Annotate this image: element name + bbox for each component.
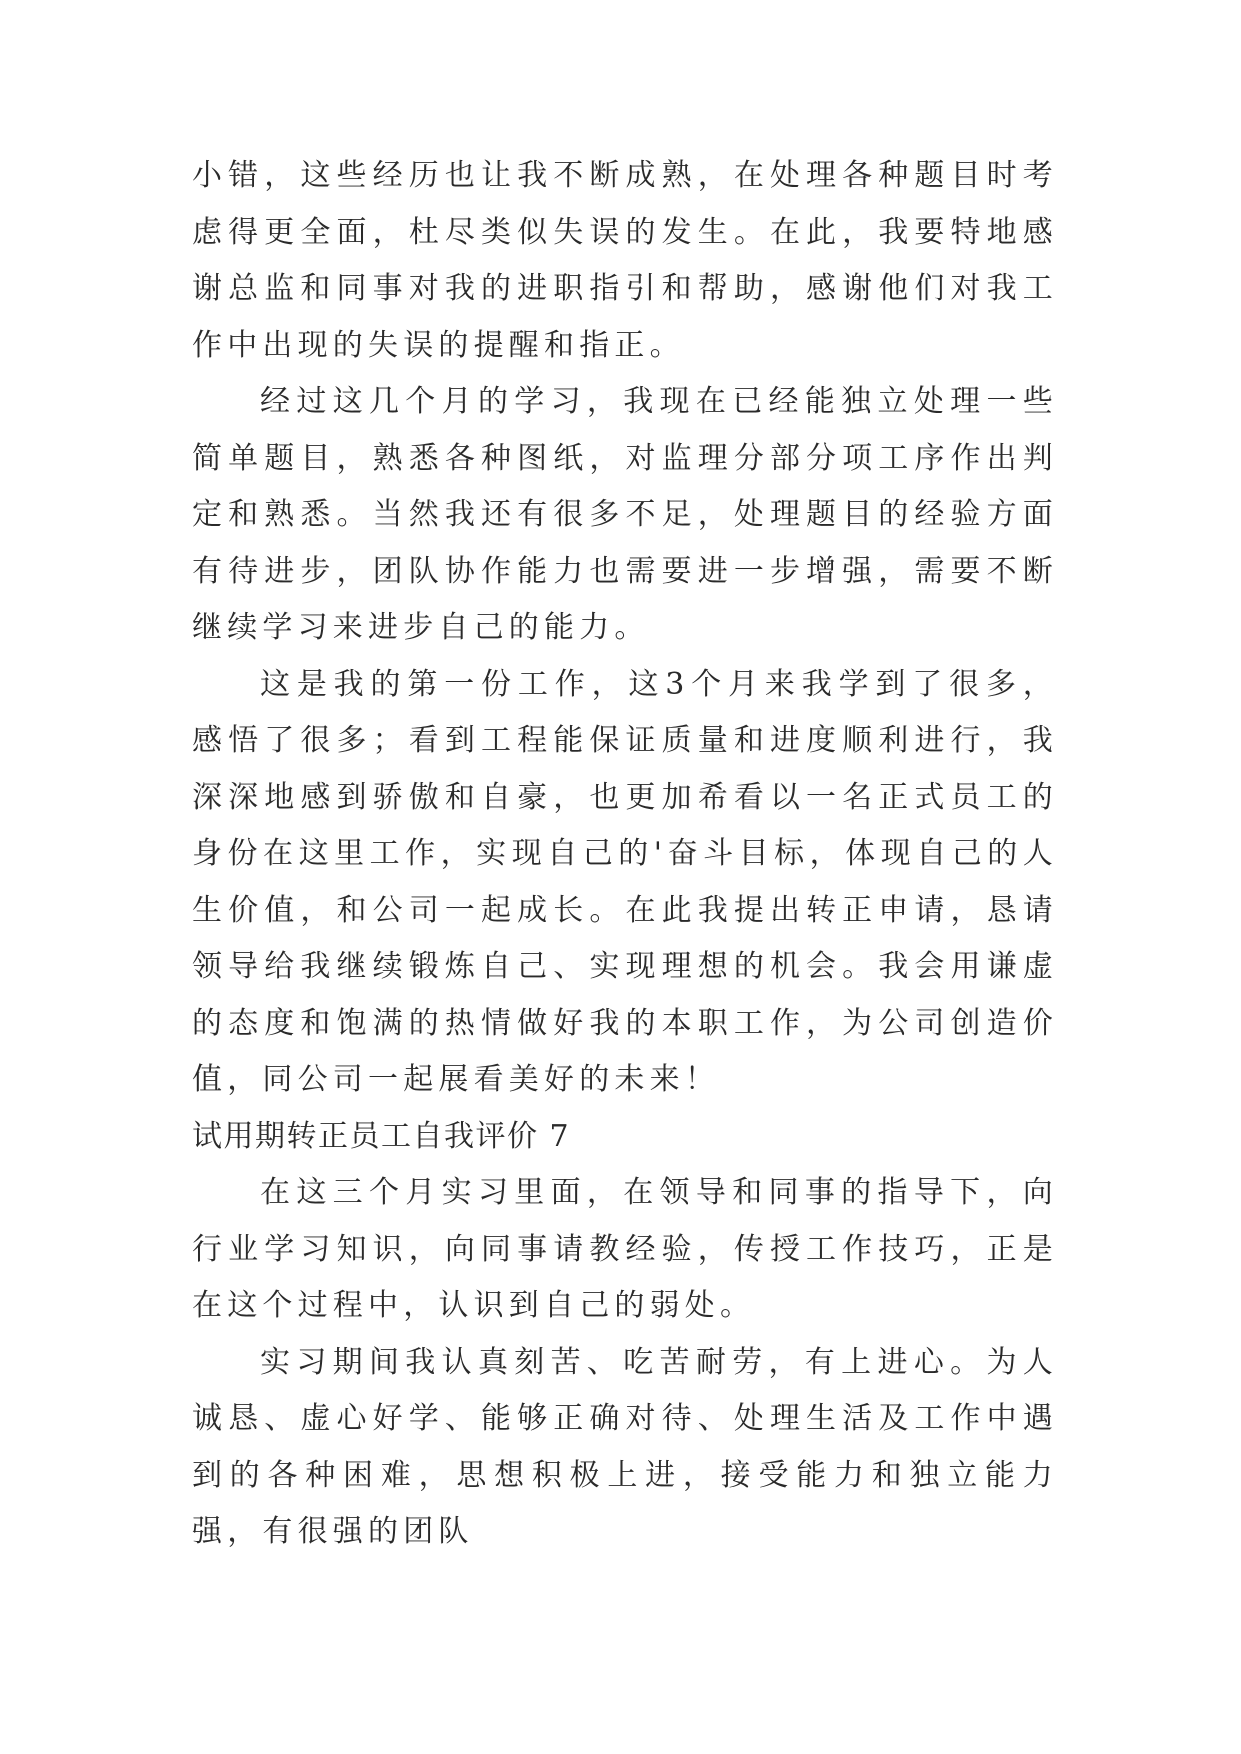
paragraph-continued: 小错，这些经历也让我不断成熟，在处理各种题目时考虑得更全面，杜尽类似失误的发生。在此，我要特地感谢总监和同事对我的进职指引和帮助，感谢他们对我工作中出现的失误的提醒和指正。: [192, 158, 1058, 363]
section-title: 试用期转正员工自我评价 7: [192, 1118, 571, 1154]
paragraph-first-job: 这是我的第一份工作，这3个月来我学到了很多，感悟了很多；看到工程能保证质量和进度顺利进行，我深深地感到骄傲和自豪，也更加希看以一名正式员工的身份在这里工作，实现自己的'奋斗目标，体现自己的人生价值，和公司一起成长。在此我提出转正申请，恳请领导给我继续锻炼自己、实现理想的机会。我会用谦虚的态度和饱满的热情做好我的本职工作，为公司创造价值，同公司一起展看美好的未来！: [192, 666, 1058, 1097]
paragraph-learning-progress: 经过这几个月的学习，我现在已经能独立处理一些简单题目，熟悉各种图纸，对监理分部分项工序作出判定和熟悉。当然我还有很多不足，处理题目的经验方面有待进步，团队协作能力也需要进一步增强，需要不断继续学习来进步自己的能力。: [192, 384, 1058, 645]
paragraph-internship-intro: 在这三个月实习里面，在领导和同事的指导下，向行业学习知识，向同事请教经验，传授工作技巧，正是在这个过程中，认识到自己的弱处。: [192, 1175, 1058, 1323]
paragraph-internship-attitude: 实习期间我认真刻苦、吃苦耐劳，有上进心。为人诚恳、虚心好学、能够正确对待、处理生活及工作中遇到的各种困难，思想积极上进，接受能力和独立能力强，有很强的团队: [192, 1344, 1058, 1549]
document-page: [192, 148, 1058, 1561]
